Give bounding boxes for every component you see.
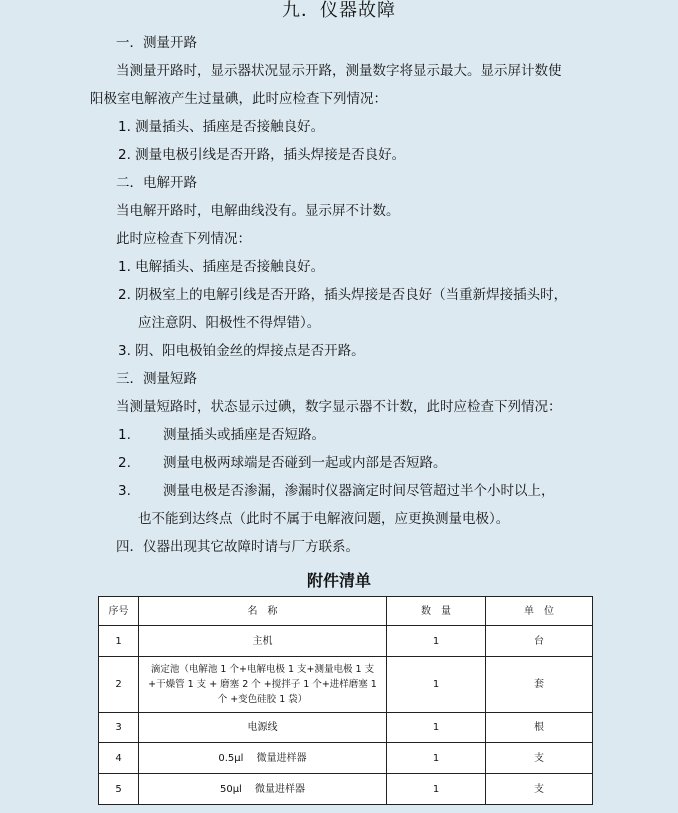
table-row (99, 713, 593, 743)
cell-qty: 1 (387, 713, 486, 743)
cell-unit: 根 (486, 713, 593, 743)
cell-qty: 1 (387, 626, 486, 657)
table-row (99, 743, 593, 774)
heading-other-faults: 四．仪器出现其它故障时请与厂方联系。 (116, 539, 359, 555)
table-row (99, 626, 593, 657)
col-header-no: 序号 (99, 597, 139, 626)
section-title: 九．仪器故障 (282, 0, 396, 21)
cell-unit: 套 (486, 657, 593, 713)
list-item: 3. 阴、阳电极铂金丝的焊接点是否开路。 (118, 343, 365, 359)
cell-unit: 台 (486, 626, 593, 657)
list-item: 1. 电解插头、插座是否接触良好。 (118, 259, 325, 275)
list-item: 测量电极是否渗漏，渗漏时仪器滴定时间尽管超过半个小时以上， (163, 483, 555, 499)
paragraph-line: 阳极室电解液产生过量碘，此时应检查下列情况： (90, 91, 387, 107)
cell-unit: 支 (486, 774, 593, 805)
list-item: 2. 阴极室上的电解引线是否开路，插头焊接是否良好（当重新焊接插头时， (118, 287, 568, 303)
heading-measure-open: 一．测量开路 (116, 35, 197, 51)
heading-measure-short: 三．测量短路 (116, 371, 197, 387)
cell-name: 电源线 (139, 713, 387, 743)
cell-qty: 1 (387, 743, 486, 774)
accessory-table (98, 596, 593, 805)
paragraph-line: 当测量开路时，显示器状况显示开路，测量数字将显示最大。显示屏计数使 (116, 63, 562, 79)
cell-name: 0.5μl 微量进样器 (139, 743, 387, 774)
cell-name (139, 657, 387, 713)
col-header-name: 名 称 (139, 597, 387, 626)
table-row (99, 774, 593, 805)
list-item: 测量电极两球端是否碰到一起或内部是否短路。 (163, 455, 447, 471)
col-header-qty: 数 量 (387, 597, 486, 626)
heading-electrolysis-open: 二．电解开路 (116, 175, 197, 191)
list-item-continuation: 也不能到达终点（此时不属于电解液问题，应更换测量电极）。 (138, 511, 510, 527)
list-item-continuation: 应注意阴、阳极性不得焊错）。 (138, 315, 321, 331)
cell-no: 1 (99, 626, 139, 657)
cell-name: 50μl 微量进样器 (139, 774, 387, 805)
cell-no: 5 (99, 774, 139, 805)
cell-name: 主机 (139, 626, 387, 657)
cell-name-line: +干燥管 1 支 + 磨塞 2 个 +搅拌子 1 个+进样磨塞 1 (148, 679, 377, 690)
table-row (99, 657, 593, 713)
list-item: 2. 测量电极引线是否开路，插头焊接是否良好。 (118, 147, 406, 163)
cell-no: 4 (99, 743, 139, 774)
list-item-number: 3. (118, 483, 131, 499)
cell-no: 2 (99, 657, 139, 713)
cell-unit: 支 (486, 743, 593, 774)
list-item: 1. 测量插头、插座是否接触良好。 (118, 119, 325, 135)
table-header-row (99, 597, 593, 626)
accessory-list-title: 附件清单 (306, 571, 371, 590)
paragraph-line: 当电解开路时，电解曲线没有。显示屏不计数。 (116, 203, 400, 219)
list-item-number: 1. (118, 427, 131, 443)
list-item: 测量插头或插座是否短路。 (163, 427, 325, 443)
paragraph-line: 当测量短路时，状态显示过碘，数字显示器不计数，此时应检查下列情况： (116, 399, 562, 415)
list-item-number: 2. (118, 455, 131, 471)
cell-qty: 1 (387, 774, 486, 805)
col-header-unit: 单 位 (486, 597, 593, 626)
cell-name-line: 滴定池（电解池 1 个+电解电极 1 支+测量电极 1 支 (150, 664, 375, 675)
paragraph-line: 此时应检查下列情况： (116, 231, 251, 247)
cell-no: 3 (99, 713, 139, 743)
cell-name-line: 个 +变色硅胶 1 袋） (217, 694, 308, 705)
cell-qty: 1 (387, 657, 486, 713)
